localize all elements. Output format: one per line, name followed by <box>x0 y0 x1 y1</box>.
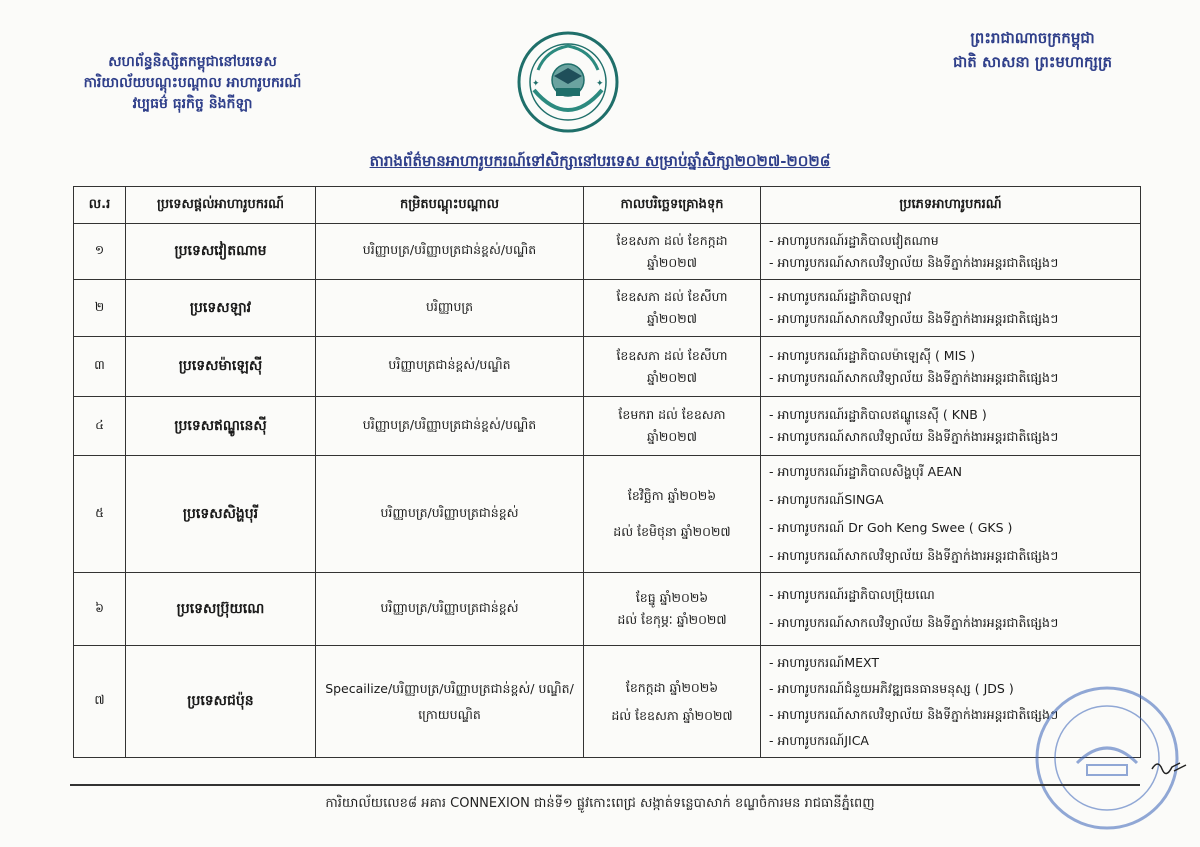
row-scholarships <box>761 224 1141 280</box>
motto-line-2: ជាតិ សាសនា ព្រះមហាក្សត្រ <box>953 53 1112 71</box>
row-period <box>584 573 761 646</box>
period-line: ឆ្នាំ២០២៧ <box>647 311 697 326</box>
svg-text:✦: ✦ <box>532 79 540 89</box>
row-number: ៣ <box>74 337 126 397</box>
scholarship-item: - អាហារូបករណ៍SINGA <box>769 492 884 507</box>
scholarship-item: - អាហារូបករណ៍សាកលវិទ្យាល័យ និងទីភ្នាក់ងារអន្តរជាតិផ្សេងៗ <box>769 369 1059 385</box>
scholarship-item: - អាហារូបករណ៍ Dr Goh Keng Swee ( GKS ) <box>769 520 1013 535</box>
period-line: ដល់ ខែមិថុនា ឆ្នាំ២០២៧ <box>613 524 731 539</box>
table-row <box>74 646 1141 758</box>
row-period <box>584 397 761 456</box>
row-level: បរិញ្ញាបត្រ/បរិញ្ញាបត្រជាន់ខ្ពស់ <box>316 456 584 573</box>
footer-address: ការិយាល័យលេខ៨ អគារ CONNEXION ជាន់ទី១ ផ្លូវកោះពេជ្រ សង្កាត់ទន្លេបាសាក់ ខណ្ឌចំការមន រាជធានីភ្នំពេញ <box>325 796 875 811</box>
row-level: បរិញ្ញាបត្រ/បរិញ្ញាបត្រជាន់ខ្ពស់/បណ្ឌិត <box>316 224 584 280</box>
table-row <box>74 280 1141 337</box>
row-period <box>584 456 761 573</box>
row-level: បរិញ្ញាបត្រ <box>316 280 584 337</box>
row-country: ប្រទេសឡាវ <box>126 280 316 337</box>
scholarship-item: - អាហារូបករណ៍JICA <box>769 732 869 748</box>
scholarship-item: - អាហារូបករណ៍រដ្ឋាភិបាលសិង្ហបុរី AEAN <box>769 464 962 479</box>
org-line-2: ការិយាល័យបណ្តុះបណ្តាល អាហារូបករណ៍ <box>83 75 302 91</box>
row-country: ប្រទេសសិង្ហបុរី <box>126 456 316 573</box>
period-line: ខែឧសភា ដល់ ខែសីហា <box>616 347 728 363</box>
row-number: ២ <box>74 280 126 337</box>
row-period <box>584 646 761 758</box>
row-scholarships <box>761 280 1141 337</box>
federation-seal-icon <box>516 30 620 134</box>
table-row <box>74 337 1141 397</box>
period-line: ខែឧសភា ដល់ ខែកក្កដា <box>616 232 728 248</box>
table-row <box>74 456 1141 573</box>
org-header <box>70 52 315 115</box>
col-header-period: កាលបរិច្ឆេទគ្រោងទុក <box>584 187 761 224</box>
signature-icon <box>1150 757 1190 775</box>
scholarship-item: - អាហារូបករណ៍សាកលវិទ្យាល័យ និងទីភ្នាក់ងារអន្តរជាតិផ្សេងៗ <box>769 311 1059 326</box>
scholarship-item: - អាហារូបករណ៍សាកលវិទ្យាល័យ និងទីភ្នាក់ងារអន្តរជាតិផ្សេងៗ <box>769 254 1059 270</box>
col-header-no: ល.រ <box>74 187 126 224</box>
scholarship-item: - អាហារូបករណ៍ជំនួយអភិវឌ្ឍធនធានមនុស្ស ( JDS ) <box>769 680 1014 696</box>
scholarship-item: - អាហារូបករណ៍រដ្ឋាភិបាលឡាវ <box>769 289 912 304</box>
row-level: បរិញ្ញាបត្រ/បរិញ្ញាបត្រជាន់ខ្ពស់/បណ្ឌិត <box>316 397 584 456</box>
footer-divider <box>70 784 1140 786</box>
period-line: ខែកក្កដា ឆ្នាំ២០២៦ <box>625 679 719 695</box>
period-line: ខែមករា ដល់ ខែឧសភា <box>618 407 726 422</box>
row-scholarships <box>761 337 1141 397</box>
period-line: ដល់ ខែឧសភា ឆ្នាំ២០២៧ <box>611 707 733 723</box>
period-line: ឆ្នាំ២០២៧ <box>647 254 697 270</box>
row-scholarships <box>761 456 1141 573</box>
row-period <box>584 224 761 280</box>
svg-text:✦: ✦ <box>596 79 604 89</box>
row-country: ប្រទេសម៉ាឡេស៊ី <box>126 337 316 397</box>
scholarship-item: - អាហារូបករណ៍សាកលវិទ្យាល័យ និងទីភ្នាក់ងារអន្តរជាតិផ្សេងៗ <box>769 706 1059 722</box>
row-number: ៦ <box>74 573 126 646</box>
row-period <box>584 337 761 397</box>
scholarship-item: - អាហារូបករណ៍សាកលវិទ្យាល័យ និងទីភ្នាក់ងារអន្តរជាតិផ្សេងៗ <box>769 429 1059 444</box>
period-line: ឆ្នាំ២០២៧ <box>647 369 697 385</box>
table-row <box>74 397 1141 456</box>
col-header-type: ប្រភេទអាហារូបករណ៍ <box>761 187 1141 224</box>
table-header-row <box>74 187 1141 224</box>
col-header-country: ប្រទេសផ្តល់អាហារូបករណ៍ <box>126 187 316 224</box>
period-line: ដល់ ខែកុម្ភៈ ឆ្នាំ២០២៧ <box>617 612 727 627</box>
period-line: ខែឧសភា ដល់ ខែសីហា <box>616 289 728 304</box>
row-level: បរិញ្ញាបត្រ/បរិញ្ញាបត្រជាន់ខ្ពស់ <box>316 573 584 646</box>
row-scholarships <box>761 573 1141 646</box>
scholarship-item: - អាហារូបករណ៍រដ្ឋាភិបាលវៀតណាម <box>769 232 939 248</box>
page-title: តារាងព័ត៌មានអាហារូបករណ៍ទៅសិក្សានៅបរទេស សម្រាប់ឆ្នាំសិក្សា២០២៧-២០២៨ <box>369 152 831 170</box>
row-country: ប្រទេសវៀតណាម <box>126 224 316 280</box>
row-number: ៤ <box>74 397 126 456</box>
scholarship-item: - អាហារូបករណ៍រដ្ឋាភិបាលប្រ៊ុយណេ <box>769 587 935 602</box>
scholarship-item: - អាហារូបករណ៍រដ្ឋាភិបាលឥណ្ឌូនេស៊ី ( KNB ) <box>769 407 987 422</box>
row-level: បរិញ្ញាបត្រជាន់ខ្ពស់/បណ្ឌិត <box>316 337 584 397</box>
row-number: ៥ <box>74 456 126 573</box>
scholarship-item: - អាហារូបករណ៍សាកលវិទ្យាល័យ និងទីភ្នាក់ងារអន្តរជាតិផ្សេងៗ <box>769 615 1059 630</box>
row-number: ៧ <box>74 646 126 758</box>
period-line: ខែវិច្ឆិកា ឆ្នាំ២០២៦ <box>627 488 717 503</box>
motto-line-1: ព្រះរាជាណាចក្រកម្ពុជា <box>970 29 1095 47</box>
row-country: ប្រទេសឥណ្ឌូនេស៊ី <box>126 397 316 456</box>
scholarship-item: - អាហារូបករណ៍សាកលវិទ្យាល័យ និងទីភ្នាក់ងារអន្តរជាតិផ្សេងៗ <box>769 548 1059 563</box>
row-scholarships <box>761 397 1141 456</box>
scholarship-item: - អាហារូបករណ៍រដ្ឋាភិបាលម៉ាឡេស៊ី ( MIS ) <box>769 347 976 363</box>
row-country: ប្រទេសប្រ៊ុយណេ <box>126 573 316 646</box>
period-line: ឆ្នាំ២០២៧ <box>647 429 697 444</box>
org-line-3: វប្បធម៌ ធុរកិច្ច និងកីឡា <box>132 96 253 112</box>
row-level: Specailize/បរិញ្ញាបត្រ/បរិញ្ញាបត្រជាន់ខ្ពស់/ បណ្ឌិត/ក្រោយបណ្ឌិត <box>316 646 584 758</box>
row-number: ១ <box>74 224 126 280</box>
table-row <box>74 573 1141 646</box>
row-country: ប្រទេសជប៉ុន <box>126 646 316 758</box>
scholarship-item: - អាហារូបករណ៍MEXT <box>769 654 879 670</box>
col-header-level: កម្រិតបណ្តុះបណ្តាល <box>316 187 584 224</box>
org-line-1: សហព័ន្ធនិស្សិតកម្ពុជានៅបរទេស <box>108 54 277 70</box>
period-line: ខែធ្នូ ឆ្នាំ២០២៦ <box>635 590 709 605</box>
kingdom-motto <box>925 26 1140 74</box>
row-period <box>584 280 761 337</box>
table-row <box>74 224 1141 280</box>
scholarship-table <box>73 186 1141 758</box>
